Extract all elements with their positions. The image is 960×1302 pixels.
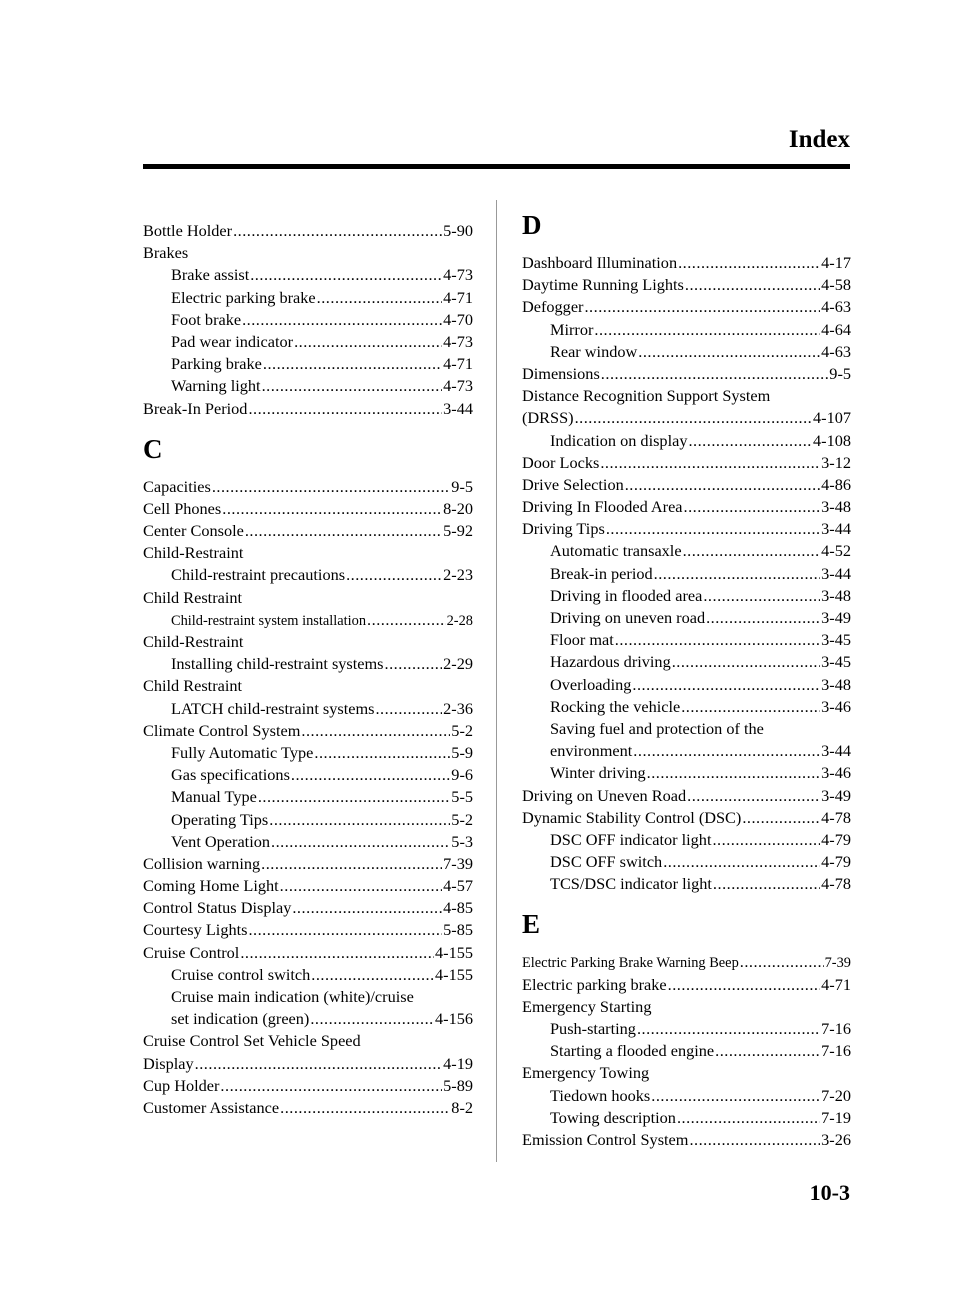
- index-entry: [522, 518, 851, 540]
- entry-label: Display: [143, 1053, 194, 1073]
- index-heading: Child-Restraint: [143, 632, 244, 651]
- dot-leader: [317, 287, 443, 309]
- entry-page-ref: 9-5: [451, 476, 473, 496]
- entry-label: Manual Type: [171, 787, 257, 807]
- dot-leader: [663, 851, 820, 873]
- index-entry: [143, 875, 473, 897]
- dot-leader: [292, 897, 442, 919]
- entry-label: Hazardous driving: [550, 652, 671, 672]
- dot-leader: [625, 474, 820, 496]
- index-entry: [143, 398, 473, 420]
- dot-leader: [220, 1075, 442, 1097]
- entry-label: TCS/DSC indicator light: [550, 874, 712, 894]
- entry-label: Driving in flooded area: [550, 585, 703, 605]
- index-entry: [522, 274, 851, 296]
- dot-leader: [367, 609, 446, 631]
- index-subentry: [522, 829, 851, 851]
- index-subentry: [522, 563, 851, 585]
- entry-label: Installing child-restraint systems: [171, 654, 384, 674]
- dot-leader: [633, 740, 820, 762]
- entry-page-ref: 2-36: [443, 698, 473, 718]
- entry-page-ref: 2-23: [443, 565, 473, 585]
- entry-page-ref: 7-39: [443, 853, 473, 873]
- index-entry: [522, 785, 851, 807]
- section-letter: E: [522, 909, 541, 940]
- entry-label: Control Status Display: [143, 898, 292, 918]
- entry-page-ref: 5-90: [443, 221, 473, 240]
- entry-page-ref: 4-155: [435, 942, 473, 962]
- dot-leader: [280, 875, 442, 897]
- index-subentry: [522, 585, 851, 607]
- index-subentry: [143, 809, 473, 831]
- dot-leader: [375, 698, 442, 720]
- index-subentry: [143, 698, 473, 720]
- entry-label: Daytime Running Lights: [522, 275, 684, 295]
- entry-page-ref: 5-5: [451, 787, 473, 807]
- entry-page-ref: 4-86: [821, 474, 851, 494]
- entry-page-ref: 5-3: [451, 831, 473, 851]
- index-subentry-line: Saving fuel and protection of the: [550, 718, 764, 738]
- index-entry: [143, 520, 473, 542]
- index-entry: [522, 974, 851, 996]
- dot-leader: [269, 809, 450, 831]
- index-subentry: [522, 540, 851, 562]
- header-rule: [143, 164, 850, 169]
- entry-page-ref: 4-70: [443, 309, 473, 329]
- entry-label: Door Locks: [522, 452, 600, 472]
- entry-label: Courtesy Lights: [143, 920, 248, 940]
- entry-label: Cell Phones: [143, 498, 222, 518]
- dot-leader: [681, 696, 820, 718]
- entry-label: Foot brake: [171, 309, 242, 329]
- entry-label: Indication on display: [550, 430, 688, 450]
- entry-label: Customer Assistance: [143, 1097, 280, 1117]
- index-subentry: [143, 786, 473, 808]
- index-subentry: [522, 762, 851, 784]
- dot-leader: [261, 853, 442, 875]
- entry-page-ref: 2-28: [446, 612, 473, 629]
- dot-leader: [250, 264, 442, 286]
- dot-leader: [706, 607, 820, 629]
- index-subentry: [522, 696, 851, 718]
- index-entry: [143, 919, 473, 941]
- entry-label: Gas specifications: [171, 765, 290, 785]
- index-subentry: [522, 674, 851, 696]
- dot-leader: [685, 274, 820, 296]
- dot-leader: [240, 942, 434, 964]
- entry-page-ref: 8-2: [451, 1097, 473, 1117]
- entry-page-ref: 4-155: [435, 964, 473, 984]
- section-letter: D: [522, 210, 542, 240]
- entry-label: Child-restraint system installation: [171, 612, 367, 629]
- dot-leader: [233, 220, 442, 242]
- entry-label: Driving In Flooded Area: [522, 497, 683, 517]
- index-subentry: [522, 1018, 851, 1040]
- entry-label: Dashboard Illumination: [522, 253, 678, 272]
- entry-label: Capacities: [143, 476, 211, 496]
- index-subentry: [143, 375, 473, 397]
- entry-page-ref: 4-78: [821, 807, 851, 827]
- dot-leader: [632, 674, 820, 696]
- index-heading: Cruise Control Set Vehicle Speed: [143, 1031, 361, 1051]
- entry-page-ref: 9-5: [829, 363, 851, 383]
- index-entry: [143, 476, 473, 498]
- entry-label: (DRSS): [522, 408, 574, 428]
- entry-page-ref: 4-17: [821, 253, 851, 272]
- entry-label: Electric parking brake: [522, 974, 667, 994]
- entry-label: Cruise control switch: [171, 964, 311, 984]
- index-entry: [143, 498, 473, 520]
- index-heading: Emergency Towing: [522, 1063, 650, 1083]
- index-subentry: [522, 607, 851, 629]
- index-subentry: [522, 651, 851, 673]
- index-subentry: [143, 264, 473, 286]
- index-entry: [522, 363, 851, 385]
- index-entry: [522, 252, 851, 274]
- dot-leader: [594, 319, 820, 341]
- page-number: 10-3: [809, 1180, 850, 1205]
- entry-label: Driving on uneven road: [550, 608, 706, 627]
- index-subentry: [522, 873, 851, 895]
- entry-label: Overloading: [550, 674, 632, 694]
- entry-label: Drive Selection: [522, 474, 624, 494]
- index-subentry: [143, 287, 473, 309]
- entry-page-ref: 3-44: [443, 398, 473, 418]
- entry-page-ref: 5-9: [451, 742, 473, 762]
- index-subentry: [143, 964, 473, 986]
- entry-page-ref: 3-45: [821, 652, 851, 672]
- index-subentry: [143, 564, 473, 586]
- entry-label: environment: [550, 741, 633, 761]
- entry-label: DSC OFF indicator light: [550, 829, 712, 849]
- entry-label: Driving on Uneven Road: [522, 785, 687, 805]
- index-heading: Emergency Starting: [522, 996, 652, 1016]
- entry-label: Towing description: [550, 1107, 676, 1127]
- entry-page-ref: 4-57: [443, 876, 473, 896]
- dot-leader: [740, 951, 824, 973]
- entry-page-ref: 8-20: [443, 498, 473, 518]
- entry-page-ref: 7-39: [824, 955, 851, 972]
- index-column-left: [143, 220, 473, 1119]
- dot-leader: [301, 720, 450, 742]
- dot-leader: [271, 831, 450, 853]
- entry-label: Mirror: [550, 319, 594, 339]
- dot-leader: [712, 829, 820, 851]
- index-heading: Child-Restraint: [143, 543, 244, 563]
- column-divider: [496, 200, 497, 1162]
- dot-leader: [584, 296, 820, 318]
- entry-page-ref: 4-19: [443, 1053, 473, 1073]
- entry-label: Rocking the vehicle: [550, 696, 681, 716]
- index-entry: [143, 1075, 473, 1097]
- dot-leader: [385, 653, 443, 675]
- dot-leader: [245, 520, 442, 542]
- entry-label: Warning light: [171, 376, 261, 396]
- entry-label: Child-restraint precautions: [171, 565, 346, 585]
- index-entry: [522, 1129, 851, 1151]
- entry-label: Driving Tips: [522, 519, 605, 539]
- dot-leader: [638, 341, 820, 363]
- index-subentry: [522, 740, 851, 762]
- dot-leader: [703, 585, 820, 607]
- index-heading: Brakes: [143, 243, 189, 263]
- entry-label: set indication (green): [171, 1009, 310, 1029]
- dot-leader: [280, 1097, 450, 1119]
- dot-leader: [242, 309, 442, 331]
- entry-label: Emission Control System: [522, 1129, 689, 1149]
- entry-page-ref: 7-19: [821, 1107, 851, 1127]
- index-subentry: [522, 1085, 851, 1107]
- entry-page-ref: 4-71: [443, 287, 473, 307]
- entry-label: Brake assist: [171, 265, 250, 285]
- entry-label: Vent Operation: [171, 831, 271, 851]
- entry-page-ref: 4-156: [435, 1009, 473, 1029]
- entry-page-ref: 7-20: [821, 1085, 851, 1105]
- entry-page-ref: 4-52: [821, 541, 851, 561]
- entry-page-ref: 3-48: [821, 674, 851, 694]
- index-subentry: [143, 353, 473, 375]
- entry-label: Automatic transaxle: [550, 541, 682, 561]
- entry-page-ref: 7-16: [821, 1019, 851, 1038]
- dot-leader: [222, 498, 442, 520]
- entry-label: Cruise Control: [143, 942, 240, 962]
- index-heading: Child Restraint: [143, 587, 243, 607]
- entry-page-ref: 4-79: [821, 852, 851, 872]
- dot-leader: [311, 964, 434, 986]
- entry-page-ref: 5-2: [451, 809, 473, 829]
- dot-leader: [212, 476, 450, 498]
- index-subentry: [143, 1008, 473, 1030]
- entry-page-ref: 4-73: [443, 331, 473, 351]
- index-entry: [522, 807, 851, 829]
- dot-leader: [651, 1085, 820, 1107]
- index-entry: [143, 853, 473, 875]
- entry-page-ref: 3-48: [821, 585, 851, 605]
- dot-leader: [346, 564, 442, 586]
- dot-leader: [248, 398, 442, 420]
- entry-label: Winter driving: [550, 763, 646, 783]
- entry-page-ref: 7-16: [821, 1041, 851, 1061]
- dot-leader: [689, 1129, 820, 1151]
- entry-label: Cup Holder: [143, 1075, 220, 1095]
- index-entry: [143, 897, 473, 919]
- entry-page-ref: 4-71: [821, 974, 851, 994]
- index-entry: [522, 296, 851, 318]
- index-subentry: [143, 653, 473, 675]
- index-subentry: [143, 742, 473, 764]
- entry-page-ref: 3-45: [821, 630, 851, 650]
- entry-label: Center Console: [143, 521, 244, 541]
- dot-leader: [715, 1040, 820, 1062]
- entry-label: Tiedown hooks: [550, 1085, 651, 1105]
- index-column-right: [522, 210, 851, 1151]
- index-subentry: [143, 331, 473, 353]
- entry-label: Starting a flooded engine: [550, 1041, 715, 1061]
- entry-page-ref: 3-12: [821, 452, 851, 472]
- entry-label: Parking brake: [171, 354, 262, 374]
- entry-label: Floor mat: [550, 630, 614, 650]
- dot-leader: [258, 786, 450, 808]
- entry-page-ref: 4-107: [813, 408, 851, 428]
- entry-label: Electric parking brake: [171, 287, 316, 307]
- dot-leader: [291, 764, 450, 786]
- index-subentry: [143, 609, 473, 631]
- entry-label: Break-In Period: [143, 398, 248, 418]
- entry-page-ref: 3-46: [821, 696, 851, 716]
- entry-page-ref: 4-78: [821, 874, 851, 894]
- dot-leader: [248, 919, 442, 941]
- index-heading: Distance Recognition Support System: [522, 386, 771, 406]
- entry-label: Push-starting: [550, 1019, 636, 1038]
- dot-leader: [687, 785, 820, 807]
- page-title: Index: [788, 126, 850, 153]
- index-subentry: [522, 1107, 851, 1129]
- dot-leader: [654, 563, 821, 585]
- dot-leader: [575, 407, 812, 429]
- entry-page-ref: 4-58: [821, 275, 851, 295]
- entry-page-ref: 3-44: [821, 563, 851, 583]
- index-entry: [522, 951, 851, 973]
- index-entry: [522, 407, 851, 429]
- entry-page-ref: 4-85: [443, 898, 473, 918]
- index-entry: [143, 1053, 473, 1075]
- entry-label: DSC OFF switch: [550, 852, 663, 872]
- dot-leader: [678, 252, 820, 274]
- dot-leader: [263, 353, 442, 375]
- entry-page-ref: 3-44: [821, 519, 851, 539]
- dot-leader: [615, 629, 820, 651]
- entry-page-ref: 4-71: [443, 354, 473, 374]
- entry-label: Fully Automatic Type: [171, 742, 314, 762]
- dot-leader: [601, 363, 829, 385]
- entry-page-ref: 3-44: [821, 741, 851, 761]
- index-entry: [143, 1097, 473, 1119]
- entry-page-ref: 3-49: [821, 608, 851, 627]
- entry-page-ref: 9-6: [451, 765, 473, 785]
- index-subentry: [522, 319, 851, 341]
- index-subentry-line: Cruise main indication (white)/cruise: [171, 987, 414, 1006]
- entry-page-ref: 5-92: [443, 521, 473, 541]
- dot-leader: [713, 873, 820, 895]
- dot-leader: [600, 452, 820, 474]
- entry-label: Break-in period: [550, 563, 653, 583]
- entry-page-ref: 5-85: [443, 920, 473, 940]
- entry-label: Pad wear indicator: [171, 331, 294, 351]
- index-entry: [143, 220, 473, 242]
- entry-label: Collision warning: [143, 853, 261, 873]
- index-entry: [143, 720, 473, 742]
- dot-leader: [637, 1018, 820, 1040]
- dot-leader: [647, 762, 821, 784]
- index-subentry: [522, 629, 851, 651]
- index-subentry: [522, 1040, 851, 1062]
- index-subentry: [143, 831, 473, 853]
- dot-leader: [677, 1107, 820, 1129]
- entry-page-ref: 5-2: [451, 720, 473, 740]
- index-entry: [522, 474, 851, 496]
- dot-leader: [262, 375, 443, 397]
- dot-leader: [314, 742, 450, 764]
- index-subentry: [143, 309, 473, 331]
- entry-label: Dimensions: [522, 363, 600, 383]
- entry-label: Bottle Holder: [143, 221, 233, 240]
- dot-leader: [742, 807, 820, 829]
- index-subentry: [522, 430, 851, 452]
- entry-label: LATCH child-restraint systems: [171, 698, 375, 718]
- index-entry: [522, 452, 851, 474]
- entry-page-ref: 3-46: [821, 763, 851, 783]
- dot-leader: [195, 1053, 443, 1075]
- entry-label: Electric Parking Brake Warning Beep: [522, 955, 739, 972]
- entry-page-ref: 4-79: [821, 829, 851, 849]
- dot-leader: [684, 496, 821, 518]
- entry-page-ref: 4-73: [443, 265, 473, 285]
- entry-page-ref: 2-29: [443, 654, 473, 674]
- index-heading: Child Restraint: [143, 676, 243, 696]
- entry-page-ref: 5-89: [443, 1075, 473, 1095]
- index-subentry: [143, 764, 473, 786]
- entry-page-ref: 3-26: [821, 1129, 851, 1149]
- dot-leader: [294, 331, 442, 353]
- entry-label: Climate Control System: [143, 720, 301, 740]
- entry-label: Coming Home Light: [143, 876, 279, 896]
- dot-leader: [683, 540, 821, 562]
- dot-leader: [668, 974, 821, 996]
- entry-page-ref: 3-49: [821, 785, 851, 805]
- entry-page-ref: 4-64: [821, 319, 851, 339]
- entry-page-ref: 4-73: [443, 376, 473, 396]
- index-subentry: [522, 851, 851, 873]
- entry-label: Operating Tips: [171, 809, 269, 829]
- entry-page-ref: 4-63: [821, 297, 851, 317]
- entry-page-ref: 4-108: [813, 430, 851, 450]
- index-entry: [522, 496, 851, 518]
- entry-page-ref: 4-63: [821, 341, 851, 361]
- entry-label: Rear window: [550, 341, 638, 361]
- entry-page-ref: 3-48: [821, 497, 851, 517]
- index-subentry: [522, 341, 851, 363]
- dot-leader: [310, 1008, 434, 1030]
- section-letter: C: [143, 433, 163, 464]
- entry-label: Dynamic Stability Control (DSC): [522, 807, 742, 827]
- dot-leader: [688, 430, 812, 452]
- index-entry: [143, 942, 473, 964]
- entry-label: Defogger: [522, 297, 584, 317]
- dot-leader: [672, 651, 820, 673]
- dot-leader: [606, 518, 820, 540]
